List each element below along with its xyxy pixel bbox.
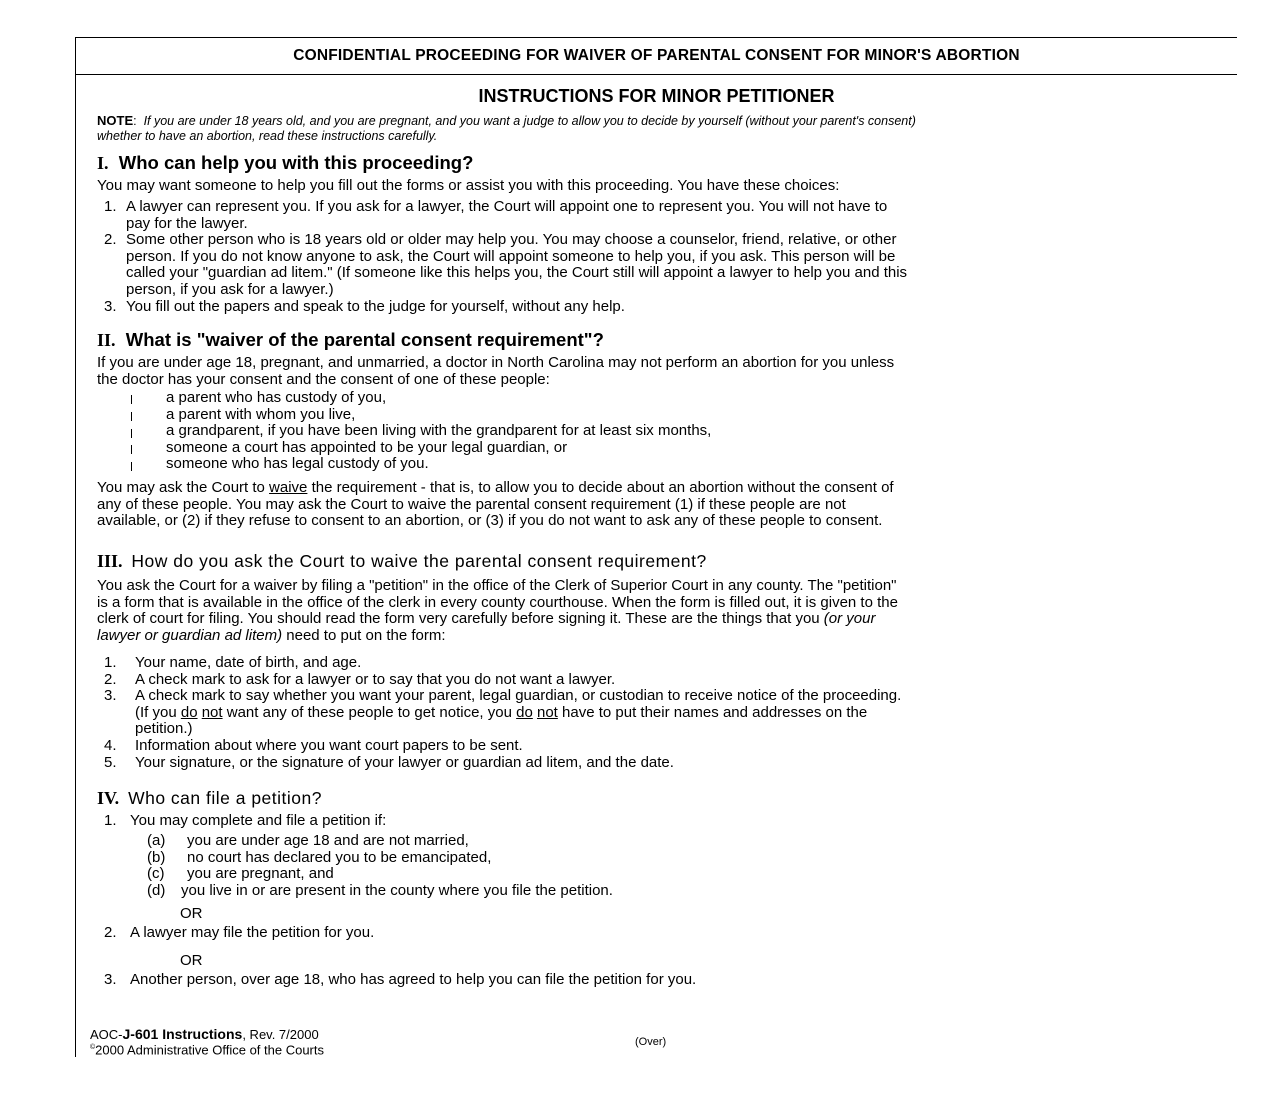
section-4-item-2: 2. A lawyer may file the petition for you. [104,924,375,941]
section-1-list [104,199,1234,315]
confidential-banner: CONFIDENTIAL PROCEEDING FOR WAIVER OF PARENTAL CONSENT FOR MINOR'S ABORTION [76,37,1237,75]
copyright-icon: © [90,1044,96,1051]
bullet-icon [130,445,134,454]
note-line-1: If you are under 18 years old, and you are pregnant, and you want a judge to allow you to decide by yourself (without your parent's consent) [143,114,916,128]
list-item: someone a court has appointed to be your legal guardian, or [166,438,568,456]
form-footer: AOC-J-601 Instructions, Rev. 7/2000 ©2000 Administrative Office of the Courts [90,1026,324,1058]
section-3-heading: III. How do you ask the Court to waive the parental consent requirement? [97,551,707,571]
section-2-waive-paragraph: You may ask the Court to waive the requirement - that is, to allow you to decide about an abortion without the consent of any of these people. You may ask the Court to waive the parental consent requirement (1) if these people are not available, or (2) if they refuse to consent to an abortion, or (3) if you do not want to ask any of these people to consent. [97,479,894,530]
list-item: a grandparent, if you have been living with the grandparent for at least six months, [166,422,712,440]
list-item: 4. Information about where you want court papers to be sent. [104,736,523,754]
list-item: (d) you live in or are present in the county where you file the petition. [147,881,613,899]
bullet-icon [130,429,134,438]
bullet-icon [130,462,134,471]
list-item: 2. A check mark to ask for a lawyer or to say that you do not want a lawyer. [104,670,616,688]
list-item: a parent with whom you live, [166,405,356,423]
list-item: 1. Your name, date of birth, and age. [104,654,362,671]
section-2-heading: II. What is "waiver of the parental consent requirement"? [97,329,604,350]
page-title: INSTRUCTIONS FOR MINOR PETITIONER [478,86,835,106]
note: NOTE: If you are under 18 years old, and you are pregnant, and you want a judge to allow you to decide by yourself (without your parent's consent) whether to have an abortion, read these instructions carefully. [97,113,916,143]
over-indicator: (Over) [635,1036,667,1048]
or-separator: OR [180,952,203,969]
note-label: NOTE [97,113,134,128]
list-item: 5. Your signature, or the signature of your lawyer or guardian ad litem, and the date. [104,753,674,771]
section-4-item-1: 1. You may complete and file a petition if: [104,812,387,829]
section-4-item-3: 3. Another person, over age 18, who has agreed to help you can file the petition for you. [104,971,697,988]
section-3-intro: You ask the Court for a waiver by filing a "petition" in the office of the Clerk of Superior Court in any county. The "petition" is a form that is available in the office of the clerk in every county courthouse. When the form is filled out, it is given to the clerk of court for filing. You should read the form very carefully before signing it. These are the things that you (or your lawyer or guardian ad litem) need to put on the form: [97,577,898,644]
section-4-heading: IV. Who can file a petition? [97,788,322,808]
list-item: (a) you are under age 18 and are not married, [147,832,469,849]
bullet-icon [130,412,134,421]
bullet-icon [130,395,134,404]
note-line-2: whether to have an abortion, read these instructions carefully. [97,129,438,143]
list-item: 1. A lawyer can represent you. If you ask for a lawyer, the Court will appoint one to represent you. You will not have to pay for the lawyer. [104,198,888,232]
section-1-intro: You may want someone to help you fill out the forms or assist you with this proceeding. You have these choices: [97,177,840,194]
list-item: 2. Some other person who is 18 years old or older may help you. You may choose a counselor, friend, relative, or other person. If you do not know anyone to ask, the Court will appoint someone to help you, if you ask. This person will be called your "guardian ad litem." (If someone like this helps you, the Court still will appoint a lawyer to help you and this person, if you ask for a lawyer.) [104,231,908,298]
section-2-intro: If you are under age 18, pregnant, and unmarried, a doctor in North Carolina may not perform an abortion for you unless the doctor has your consent and the consent of one of these people: [97,354,895,388]
or-separator: OR [180,905,203,922]
form-number: J-601 Instructions [122,1026,243,1042]
list-item: someone who has legal custody of you. [166,455,429,473]
list-item: a parent who has custody of you, [166,389,387,406]
section-3-list [104,655,1234,771]
list-item: 3. A check mark to say whether you want your parent, legal guardian, or custodian to receive notice of the proceeding. (If you do not want any of these people to get notice, you do not have to put their names and addresses on the petition.) [104,687,902,738]
list-item: 3. You fill out the papers and speak to the judge for yourself, without any help. [104,297,625,315]
list-item: (b) no court has declared you to be emancipated, [147,848,492,866]
list-item: (c) you are pregnant, and [147,865,334,883]
section-1-heading: I. Who can help you with this proceeding? [97,152,474,173]
frame-left-rule [75,37,76,1057]
section-2-bullet-list [166,390,711,473]
section-4-sublist [147,833,613,899]
